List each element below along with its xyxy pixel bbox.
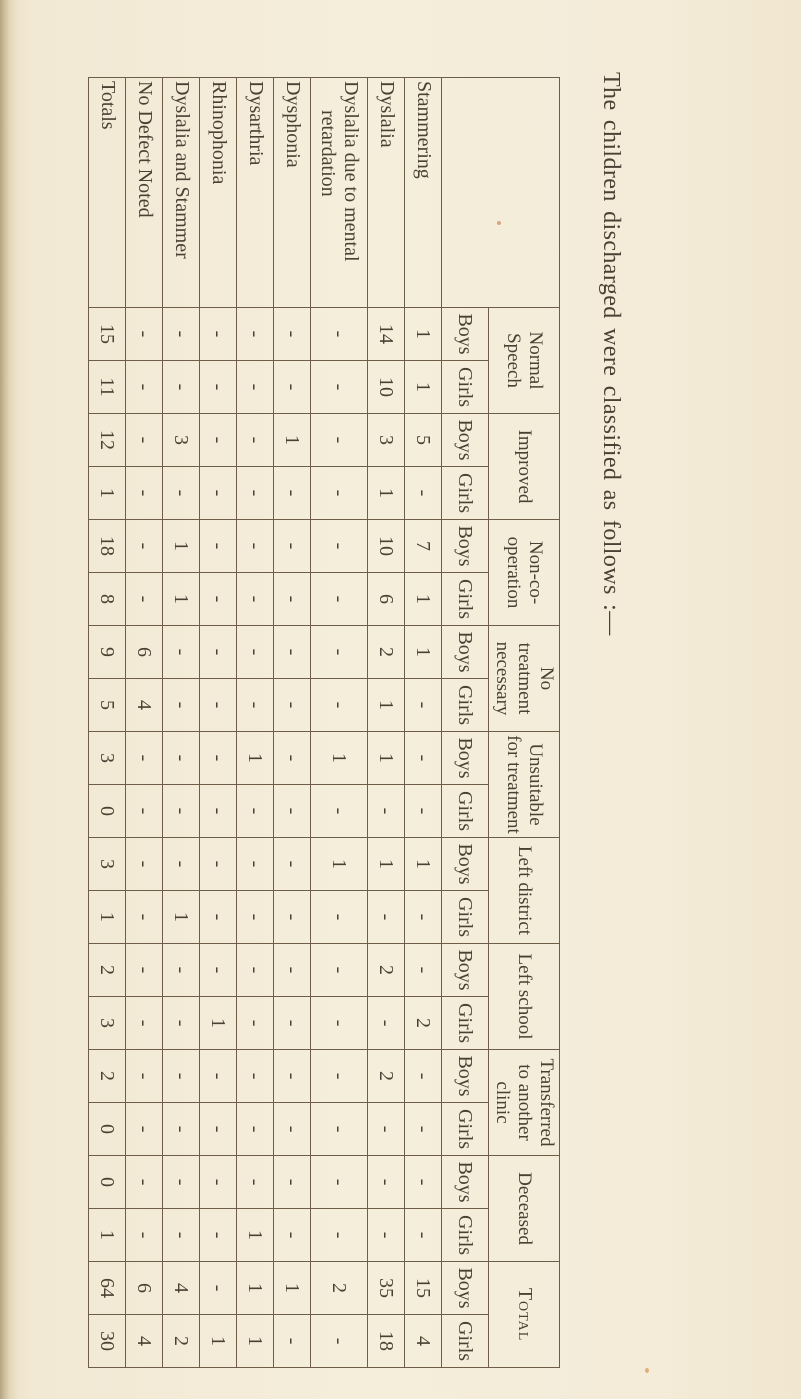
- boys-subheader: Boys: [442, 414, 489, 467]
- data-cell: 2: [405, 997, 442, 1050]
- data-cell: -: [311, 997, 368, 1050]
- boys-subheader: Boys: [442, 520, 489, 573]
- data-cell: 2: [89, 944, 126, 997]
- data-cell: 4: [405, 1315, 442, 1368]
- girls-subheader: Girls: [442, 891, 489, 944]
- table-row: [200, 78, 237, 1368]
- data-cell: 1: [405, 308, 442, 361]
- data-cell: -: [237, 838, 274, 891]
- data-cell: -: [405, 679, 442, 732]
- data-cell: 3: [163, 414, 200, 467]
- data-cell: 2: [311, 1262, 368, 1315]
- data-cell: -: [237, 414, 274, 467]
- data-cell: -: [405, 1156, 442, 1209]
- data-cell: -: [405, 732, 442, 785]
- data-cell: -: [274, 838, 311, 891]
- data-cell: 3: [368, 414, 405, 467]
- data-cell: 1: [368, 732, 405, 785]
- data-cell: -: [311, 467, 368, 520]
- data-cell: -: [163, 1156, 200, 1209]
- data-cell: -: [237, 891, 274, 944]
- data-cell: -: [237, 1050, 274, 1103]
- data-cell: -: [200, 838, 237, 891]
- data-cell: -: [163, 1209, 200, 1262]
- data-cell: 18: [368, 1315, 405, 1368]
- data-cell: -: [311, 361, 368, 414]
- data-cell: -: [274, 1156, 311, 1209]
- data-cell: -: [274, 573, 311, 626]
- data-cell: -: [126, 732, 163, 785]
- data-cell: 18: [89, 520, 126, 573]
- data-cell: -: [237, 944, 274, 997]
- data-cell: -: [274, 891, 311, 944]
- data-cell: -: [200, 361, 237, 414]
- data-cell: -: [274, 944, 311, 997]
- data-cell: -: [237, 785, 274, 838]
- data-cell: -: [311, 1050, 368, 1103]
- data-cell: 1: [237, 1315, 274, 1368]
- girls-subheader: Girls: [442, 1315, 489, 1368]
- row-label: Dyslalia: [368, 78, 405, 308]
- data-cell: -: [311, 1103, 368, 1156]
- data-cell: -: [200, 1156, 237, 1209]
- data-cell: 4: [126, 1315, 163, 1368]
- data-cell: 7: [405, 520, 442, 573]
- data-cell: -: [405, 944, 442, 997]
- data-cell: 1: [274, 1262, 311, 1315]
- table-row: [405, 78, 442, 1368]
- data-cell: -: [237, 1103, 274, 1156]
- data-cell: 10: [368, 361, 405, 414]
- boys-subheader: Boys: [442, 308, 489, 361]
- data-cell: 14: [368, 308, 405, 361]
- data-cell: -: [163, 361, 200, 414]
- data-cell: 9: [89, 626, 126, 679]
- group-header: Deceased: [489, 1156, 560, 1262]
- girls-subheader: Girls: [442, 1209, 489, 1262]
- data-cell: -: [237, 626, 274, 679]
- data-cell: 10: [368, 520, 405, 573]
- girls-subheader: Girls: [442, 361, 489, 414]
- data-cell: -: [200, 573, 237, 626]
- data-cell: -: [200, 414, 237, 467]
- table-row: [274, 78, 311, 1368]
- row-label: Dysphonia: [274, 78, 311, 308]
- group-header-row: [489, 78, 560, 1368]
- data-cell: -: [237, 679, 274, 732]
- data-cell: -: [163, 944, 200, 997]
- data-cell: -: [274, 785, 311, 838]
- data-cell: -: [274, 520, 311, 573]
- boys-subheader: Boys: [442, 838, 489, 891]
- boys-subheader: Boys: [442, 1156, 489, 1209]
- data-cell: 1: [89, 1209, 126, 1262]
- data-cell: -: [274, 361, 311, 414]
- data-cell: -: [126, 520, 163, 573]
- data-cell: 64: [89, 1262, 126, 1315]
- data-cell: 6: [126, 1262, 163, 1315]
- data-cell: -: [237, 361, 274, 414]
- girls-subheader: Girls: [442, 573, 489, 626]
- data-cell: 2: [368, 944, 405, 997]
- data-cell: 3: [89, 838, 126, 891]
- boys-subheader: Boys: [442, 626, 489, 679]
- data-cell: -: [163, 1103, 200, 1156]
- group-header: No treatment necessary: [489, 626, 560, 732]
- paper-speck: [645, 1368, 649, 1373]
- data-cell: -: [237, 308, 274, 361]
- boys-subheader: Boys: [442, 1262, 489, 1315]
- data-cell: 1: [237, 732, 274, 785]
- data-cell: 0: [89, 1156, 126, 1209]
- data-cell: 2: [368, 626, 405, 679]
- data-cell: 15: [89, 308, 126, 361]
- data-cell: -: [368, 1103, 405, 1156]
- data-cell: -: [163, 785, 200, 838]
- data-cell: -: [200, 1262, 237, 1315]
- data-cell: -: [126, 467, 163, 520]
- data-cell: -: [311, 891, 368, 944]
- table-row-totals: [89, 78, 126, 1368]
- data-cell: 1: [89, 467, 126, 520]
- data-cell: -: [274, 1209, 311, 1262]
- girls-subheader: Girls: [442, 997, 489, 1050]
- data-cell: 0: [89, 1103, 126, 1156]
- data-cell: -: [405, 1103, 442, 1156]
- data-cell: 8: [89, 573, 126, 626]
- row-label: Dyslalia and Stammer: [163, 78, 200, 308]
- data-cell: -: [311, 944, 368, 997]
- data-cell: -: [126, 997, 163, 1050]
- data-cell: -: [311, 520, 368, 573]
- data-cell: -: [368, 891, 405, 944]
- data-cell: -: [163, 308, 200, 361]
- boys-subheader: Boys: [442, 1050, 489, 1103]
- data-cell: 1: [405, 573, 442, 626]
- data-cell: -: [274, 1315, 311, 1368]
- data-cell: 4: [126, 679, 163, 732]
- data-cell: -: [200, 785, 237, 838]
- girls-subheader: Girls: [442, 785, 489, 838]
- data-cell: -: [200, 626, 237, 679]
- group-header: Left school: [489, 944, 560, 1050]
- data-cell: -: [126, 944, 163, 997]
- data-cell: -: [311, 1209, 368, 1262]
- data-cell: -: [311, 679, 368, 732]
- group-header: Left district: [489, 838, 560, 944]
- row-label: Rhinophonia: [200, 78, 237, 308]
- data-cell: -: [126, 891, 163, 944]
- data-cell: 1: [311, 838, 368, 891]
- data-cell: -: [126, 785, 163, 838]
- data-cell: -: [311, 414, 368, 467]
- data-cell: -: [237, 997, 274, 1050]
- data-cell: -: [200, 308, 237, 361]
- data-cell: -: [405, 891, 442, 944]
- row-label: Dyslalia due to mental retardation: [311, 78, 368, 308]
- data-cell: -: [126, 1156, 163, 1209]
- data-cell: 5: [89, 679, 126, 732]
- discharge-classification-table: [88, 77, 560, 1368]
- table-row: [163, 78, 200, 1368]
- data-cell: -: [405, 1209, 442, 1262]
- data-cell: 1: [405, 626, 442, 679]
- data-cell: 1: [237, 1262, 274, 1315]
- data-cell: -: [126, 573, 163, 626]
- group-header: Transferred to another clinic: [489, 1050, 560, 1156]
- table-row: [368, 78, 405, 1368]
- data-cell: 1: [274, 414, 311, 467]
- data-cell: 12: [89, 414, 126, 467]
- data-cell: 1: [405, 838, 442, 891]
- data-cell: 1: [368, 467, 405, 520]
- page-title: The children discharged were classified as follows :—: [598, 72, 624, 636]
- data-cell: -: [311, 785, 368, 838]
- data-cell: -: [126, 361, 163, 414]
- data-cell: -: [200, 520, 237, 573]
- table-row: [237, 78, 274, 1368]
- data-cell: -: [311, 573, 368, 626]
- girls-subheader: Girls: [442, 679, 489, 732]
- data-cell: -: [405, 467, 442, 520]
- data-cell: 6: [126, 626, 163, 679]
- data-cell: -: [200, 1050, 237, 1103]
- row-label: No Defect Noted: [126, 78, 163, 308]
- data-cell: -: [163, 679, 200, 732]
- data-cell: -: [163, 626, 200, 679]
- data-cell: 2: [368, 1050, 405, 1103]
- data-cell: -: [274, 732, 311, 785]
- data-cell: -: [126, 308, 163, 361]
- data-cell: -: [274, 997, 311, 1050]
- data-cell: -: [200, 1209, 237, 1262]
- data-cell: -: [126, 1103, 163, 1156]
- girls-subheader: Girls: [442, 1103, 489, 1156]
- data-cell: 1: [237, 1209, 274, 1262]
- stub-header: [442, 78, 560, 308]
- data-cell: -: [126, 1050, 163, 1103]
- data-cell: 11: [89, 361, 126, 414]
- data-cell: -: [126, 1209, 163, 1262]
- data-cell: -: [311, 308, 368, 361]
- data-cell: -: [200, 679, 237, 732]
- group-header: Unsuitable for treatment: [489, 732, 560, 838]
- data-cell: 35: [368, 1262, 405, 1315]
- data-cell: -: [274, 679, 311, 732]
- data-cell: -: [274, 1103, 311, 1156]
- data-cell: 1: [163, 520, 200, 573]
- data-cell: 1: [163, 891, 200, 944]
- data-cell: -: [368, 997, 405, 1050]
- boys-subheader: Boys: [442, 732, 489, 785]
- data-cell: -: [274, 308, 311, 361]
- data-cell: -: [200, 891, 237, 944]
- data-cell: -: [274, 1050, 311, 1103]
- data-cell: -: [200, 944, 237, 997]
- data-cell: 1: [405, 361, 442, 414]
- data-cell: 1: [200, 997, 237, 1050]
- data-cell: 1: [368, 679, 405, 732]
- data-cell: -: [405, 785, 442, 838]
- data-cell: 2: [89, 1050, 126, 1103]
- data-cell: -: [311, 626, 368, 679]
- data-cell: -: [405, 1050, 442, 1103]
- group-header-total: Total: [489, 1262, 560, 1368]
- row-label: Totals: [89, 78, 126, 308]
- data-cell: -: [368, 1156, 405, 1209]
- group-header: Non-co-operation: [489, 520, 560, 626]
- data-cell: 6: [368, 573, 405, 626]
- data-cell: -: [237, 520, 274, 573]
- data-cell: -: [126, 838, 163, 891]
- girls-subheader: Girls: [442, 467, 489, 520]
- data-cell: 1: [200, 1315, 237, 1368]
- data-cell: -: [163, 467, 200, 520]
- data-cell: -: [126, 414, 163, 467]
- data-cell: -: [274, 626, 311, 679]
- data-cell: -: [237, 1156, 274, 1209]
- data-cell: 2: [163, 1315, 200, 1368]
- data-cell: -: [368, 785, 405, 838]
- data-cell: -: [237, 573, 274, 626]
- data-cell: -: [311, 1315, 368, 1368]
- data-cell: 5: [405, 414, 442, 467]
- data-cell: -: [163, 997, 200, 1050]
- data-cell: -: [274, 467, 311, 520]
- data-cell: 3: [89, 997, 126, 1050]
- data-cell: -: [368, 1209, 405, 1262]
- data-cell: 3: [89, 732, 126, 785]
- data-cell: 30: [89, 1315, 126, 1368]
- row-label: Dysarthria: [237, 78, 274, 308]
- group-header: Improved: [489, 414, 560, 520]
- data-cell: 1: [311, 732, 368, 785]
- data-cell: -: [163, 732, 200, 785]
- row-label: Stammering: [405, 78, 442, 308]
- data-cell: -: [200, 1103, 237, 1156]
- data-cell: 4: [163, 1262, 200, 1315]
- table-row: [126, 78, 163, 1368]
- data-cell: -: [200, 467, 237, 520]
- boys-subheader: Boys: [442, 944, 489, 997]
- data-cell: 0: [89, 785, 126, 838]
- data-cell: -: [311, 1156, 368, 1209]
- data-cell: 1: [163, 573, 200, 626]
- data-cell: 1: [368, 838, 405, 891]
- data-cell: 15: [405, 1262, 442, 1315]
- data-cell: -: [163, 838, 200, 891]
- data-cell: -: [237, 467, 274, 520]
- group-header: Normal Speech: [489, 308, 560, 414]
- data-cell: 1: [89, 891, 126, 944]
- data-cell: -: [163, 1050, 200, 1103]
- table-row: [311, 78, 368, 1368]
- data-cell: -: [200, 732, 237, 785]
